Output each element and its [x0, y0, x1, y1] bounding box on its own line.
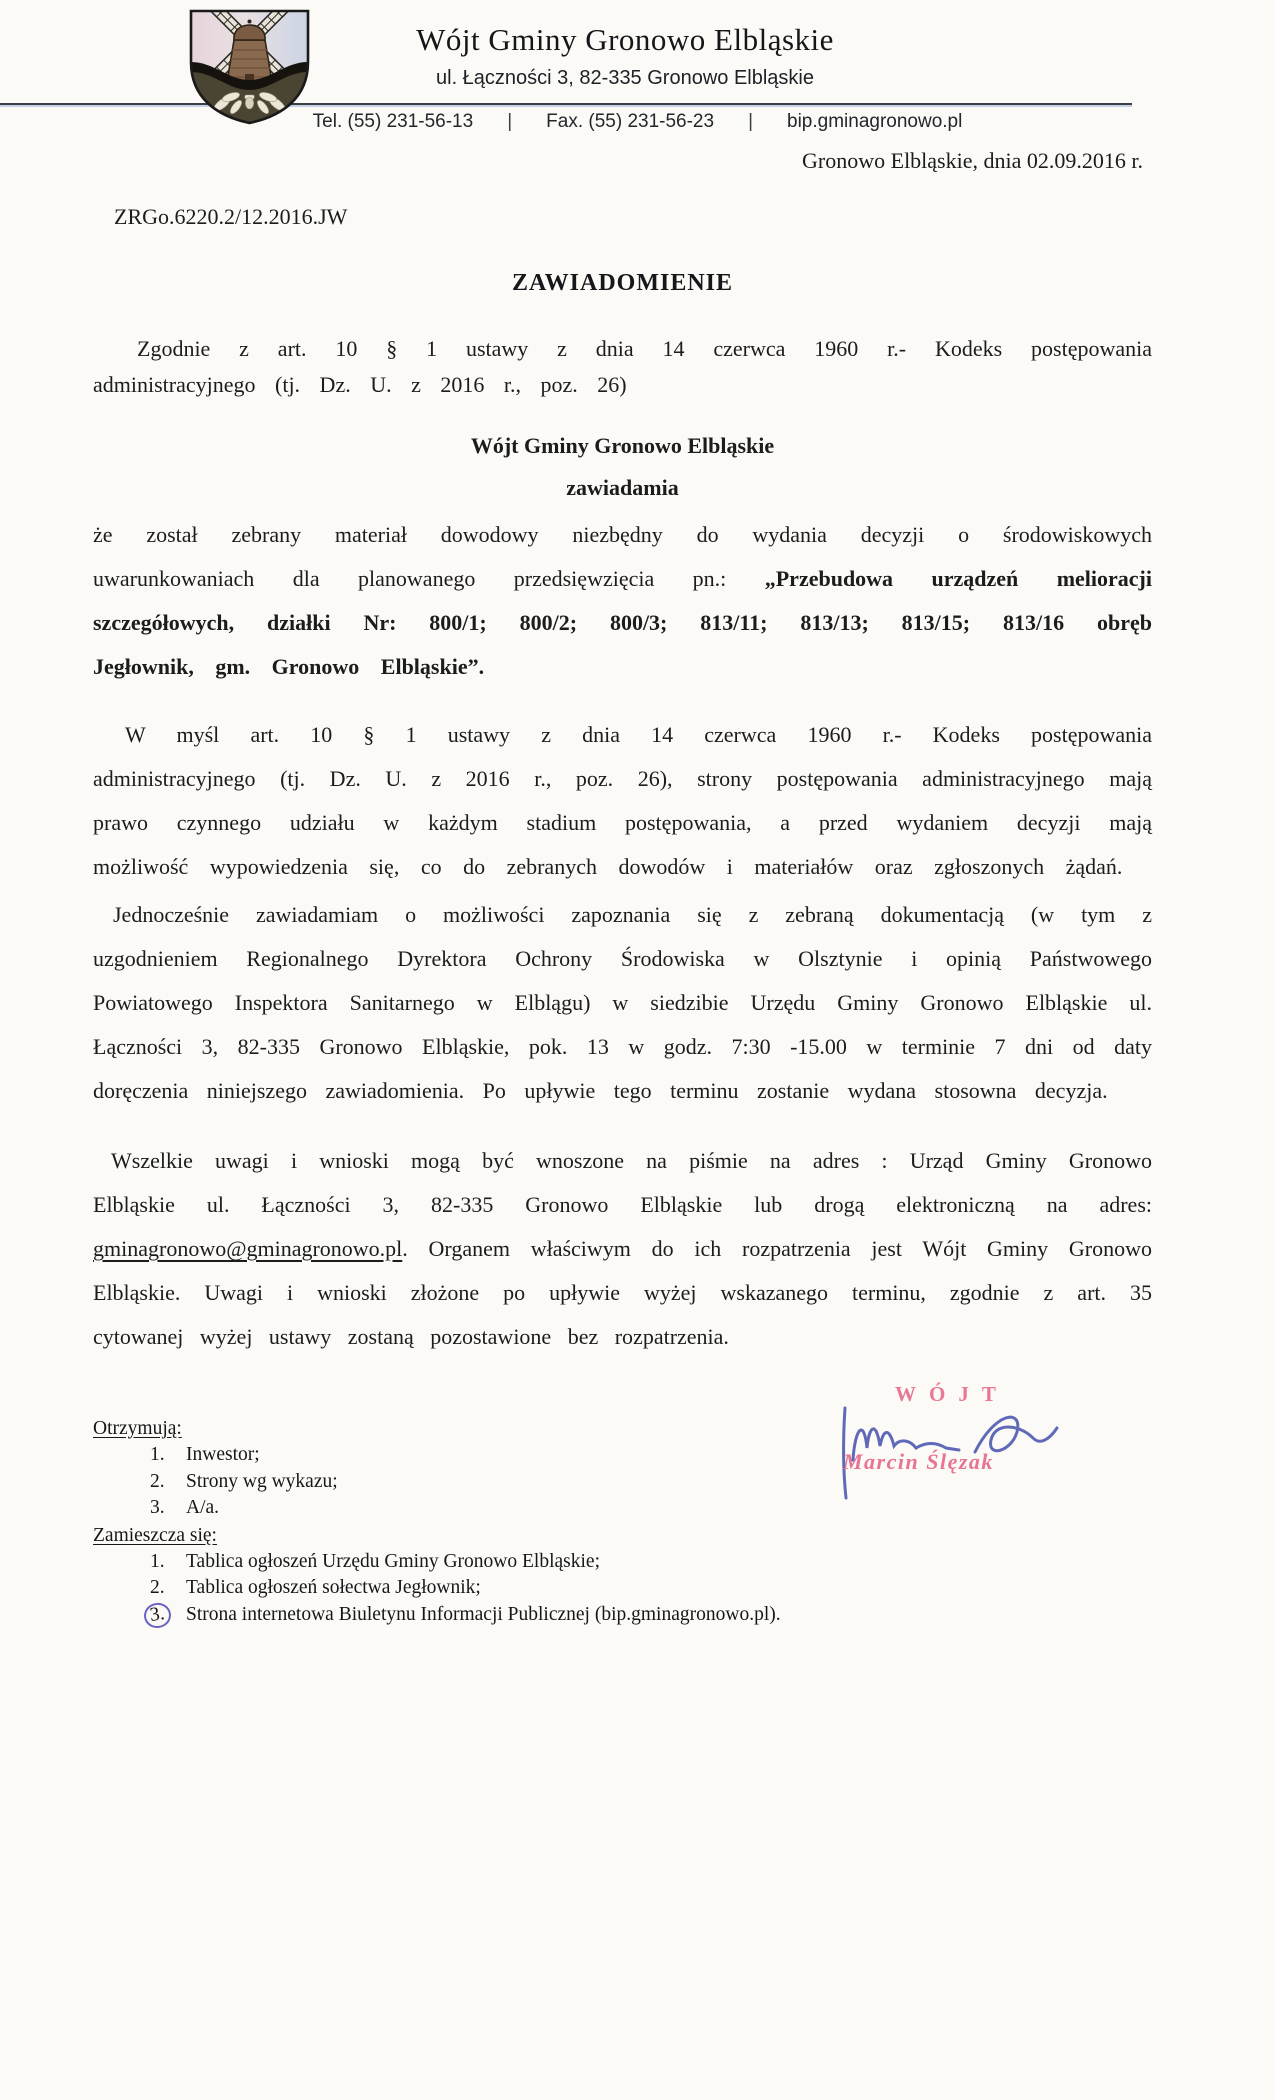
pen-circled-list-number: 3. [150, 1602, 186, 1629]
list-number: 1. [150, 1550, 165, 1572]
paragraph-inspection-info: Jednocześnie zawiadamiam o możliwości zapoznania się z zebraną dokumentacją (w tym z uzgodnieniem Regionalnego Dyrektora Ochrony Środowiska w Olsztynie i opinią Państwowego Powiatowego Inspektora Sanitarnego w Elblągu) w siedzibie Urzędu Gminy Gronowo Elbląskie ul. Łączności 3, 82-335 Gronowo Elbląskie, pok. 13 w godz. 7:30 -15.00 w terminie 7 dni od daty doręczenia niniejszego zawiadomienia. Po upływie tego terminu zostanie wydana stosowna decyzja. [93, 902, 1152, 1103]
posted-item [93, 1602, 1275, 1629]
letterhead [0, 0, 1275, 140]
list-item-text: Strony wg wykazu; [186, 1470, 338, 1492]
paragraph-legal-basis: W myśl art. 10 § 1 ustawy z dnia 14 czerwca 1960 r.- Kodeks postępowania administracyjnego (tj. Dz. U. z 2016 r., poz. 26), strony postępowania administracyjnego mają prawo czynnego udziału w każdym stadium postępowania, a przed wydaniem decyzji mają możliwość wypowiedzenia się, co do zebranych dowodów i materiałów oraz zgłoszonych żądań. [93, 722, 1152, 879]
recipient-item [93, 1495, 1275, 1522]
list-item-text: Inwestor; [186, 1444, 260, 1465]
list-number: 3. [150, 1497, 165, 1518]
signature-stamp-block [843, 1382, 1083, 1475]
coat-of-arms-logo [186, 8, 313, 128]
case-reference-number: ZRGo.6220.2/12.2016.JW [114, 204, 348, 229]
website-address: bip.gminagronowo.pl [787, 111, 963, 132]
list-number: 2. [150, 1577, 165, 1598]
list-number: 2. [150, 1470, 165, 1492]
phone-number: Tel. (55) 231-56-13 [312, 111, 474, 132]
stamp-title-wojt: WÓJT [895, 1382, 1009, 1406]
contact-separator: | [507, 111, 513, 132]
list-item-text: Tablica ogłoszeń sołectwa Jegłownik; [186, 1577, 481, 1598]
posted-item [93, 1575, 1275, 1602]
authority-title: Wójt Gminy Gronowo Elbląskie [416, 22, 834, 57]
fax-number: Fax. (55) 231-56-23 [546, 111, 715, 132]
letterhead-divider-line [0, 103, 1132, 105]
contact-separator: | [748, 111, 753, 132]
posted-item [93, 1549, 1275, 1576]
paragraph-evidence [93, 513, 1152, 689]
paragraph-evidence-text: że został zebrany materiał dowodowy niezbędny do wydania decyzji o środowiskowych uwarunkowaniach dla planowanego przedsięwzięcia pn.: [93, 522, 1152, 591]
email-address: gminagronowo@gminagronowo.pl [93, 1236, 403, 1261]
authority-address: ul. Łączności 3, 82-335 Gronowo Elbląskie [436, 67, 814, 89]
subheading-notifies: zawiadamia [566, 475, 679, 500]
recipient-item [93, 1469, 1275, 1496]
list-item-text: Strona internetowa Biuletynu Informacji Publicznej (bip.gminagronowo.pl). [186, 1603, 781, 1625]
intro-paragraph: Zgodnie z art. 10 § 1 ustawy z dnia 14 czerwca 1960 r.- Kodeks postępowania administracyjnego (tj. Dz. U. z 2016 r., poz. 26) [93, 336, 1152, 397]
document-body [0, 270, 1275, 1359]
paragraph-remarks-pre: Wszelkie uwagi i wnioski mogą być wnoszone na piśmie na adres : Urząd Gminy Gronowo Elbląskie ul. Łączności 3, 82-335 Gronowo Elbląskie lub drogą elektroniczną na adres: [93, 1148, 1152, 1217]
project-name-bold: „Przebudowa urządzeń melioracji szczegółowych, działki Nr: 800/1; 800/2; 800/3; 813/11; 813/13; 813/15; 813/16 obręb Jegłownik, gm. Gronowo Elbląskie”. [93, 566, 1152, 679]
recipients-label: Otrzymują: [93, 1418, 182, 1439]
document-title: ZAWIADOMIENIE [511, 270, 734, 296]
subheading-authority: Wójt Gminy Gronowo Elbląskie [470, 433, 775, 458]
list-number: 1. [150, 1444, 165, 1465]
posted-label: Zamieszcza się: [93, 1524, 217, 1546]
list-item-text: Tablica ogłoszeń Urzędu Gminy Gronowo Elbląskie; [186, 1550, 600, 1572]
list-item-text: A/a. [186, 1497, 220, 1518]
recipient-item [93, 1442, 1275, 1469]
stamp-name-marcin-slezak: Marcin Ślęzak [843, 1449, 994, 1474]
paragraph-remarks-post: . Organem właściwym do ich rozpatrzenia jest Wójt Gminy Gronowo Elbląskie. Uwagi i wnioski złożone po upływie wyżej wskazanego terminu, zgodnie z art. 35 cytowanej wyżej ustawy zostaną pozostawione bez rozpatrzenia. [93, 1236, 1152, 1349]
dateline: Gronowo Elbląskie, dnia 02.09.2016 r. [802, 148, 1143, 173]
paragraph-remarks [93, 1139, 1152, 1359]
